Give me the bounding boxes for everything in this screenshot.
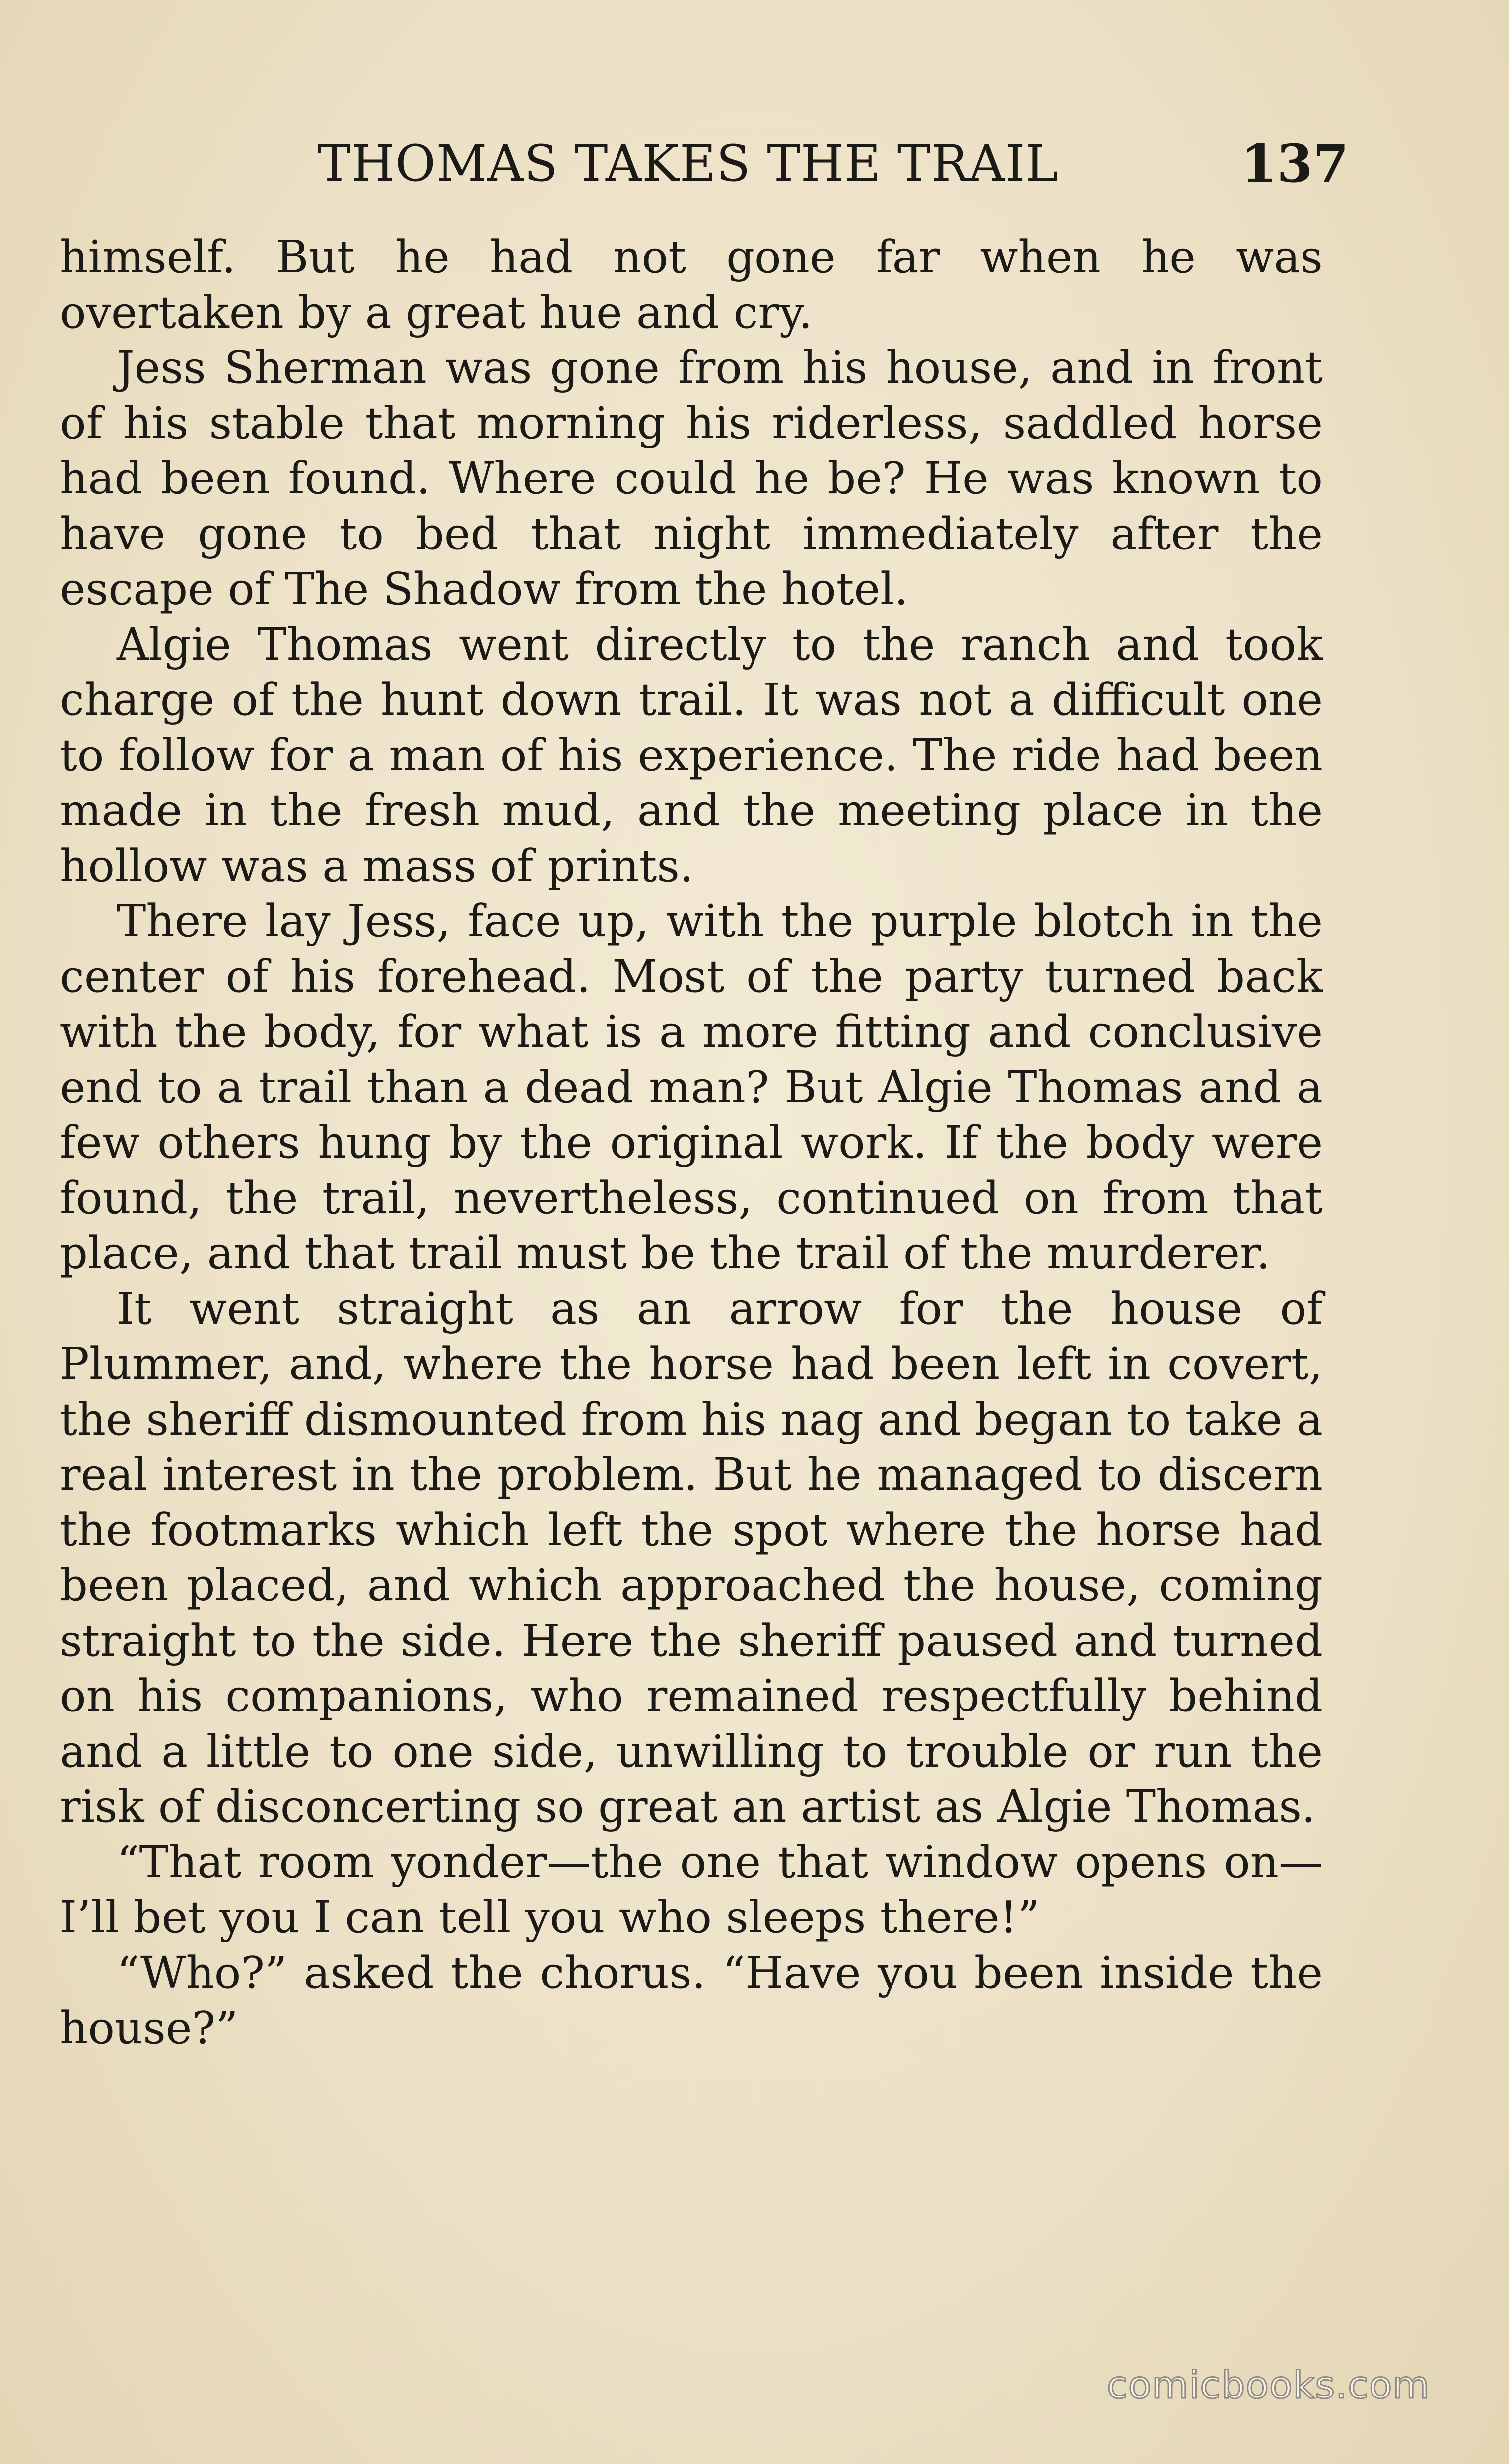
paragraph: There lay Jess, face up, with the purple blotch in the center of his forehead. Most of the party turned back with the body, for what is a more fitting and conclusive end to a trail than a dead man? But Algie Thomas and a few others hung by the original work. If the body were found, the trail, nevertheless, continued on from that place, and that trail must be the trail of the murderer. (60, 895, 1323, 1279)
paragraph: Algie Thomas went directly to the ranch and took charge of the hunt down trail. It was not a difficult one to follow for a man of his experience. The ride had been made in the fresh mud, and the meeting place in the hollow was a mass of prints. (60, 618, 1323, 891)
paragraph: It went straight as an arrow for the house of Plummer, and, where the horse had been left in covert, the sheriff dismounted from his nag and began to take a real interest in the problem. But he managed to discern the footmarks which left the spot where the horse had been placed, and which approached the house, coming straight to the side. Here the sheriff paused and turned on his companions, who remained respectfully behind and a little to one side, unwilling to trouble or run the risk of disconcerting so great an artist as Algie Thomas. (60, 1282, 1323, 1832)
paragraph: himself. But he had not gone far when he was overtaken by a great hue and cry. (60, 231, 1323, 338)
paragraph: Jess Sherman was gone from his house, and in front of his stable that morning his riderless, saddled horse had been found. Where could he be? He was known to have gone to bed that night immediately after the escape of The Shadow from the hotel. (60, 342, 1323, 615)
paragraph: “Who?” asked the chorus. “Have you been inside the house?” (60, 1946, 1323, 2053)
running-head (0, 127, 1509, 201)
page-number: 137 (1241, 133, 1349, 194)
body-text (60, 229, 1323, 2056)
watermark: comicbooks.com (1107, 2363, 1430, 2407)
paragraph: “That room yonder—the one that window opens on—I’ll bet you I can tell you who sleeps there!” (60, 1836, 1323, 1943)
running-title: THOMAS TAKES THE TRAIL (318, 135, 1059, 193)
